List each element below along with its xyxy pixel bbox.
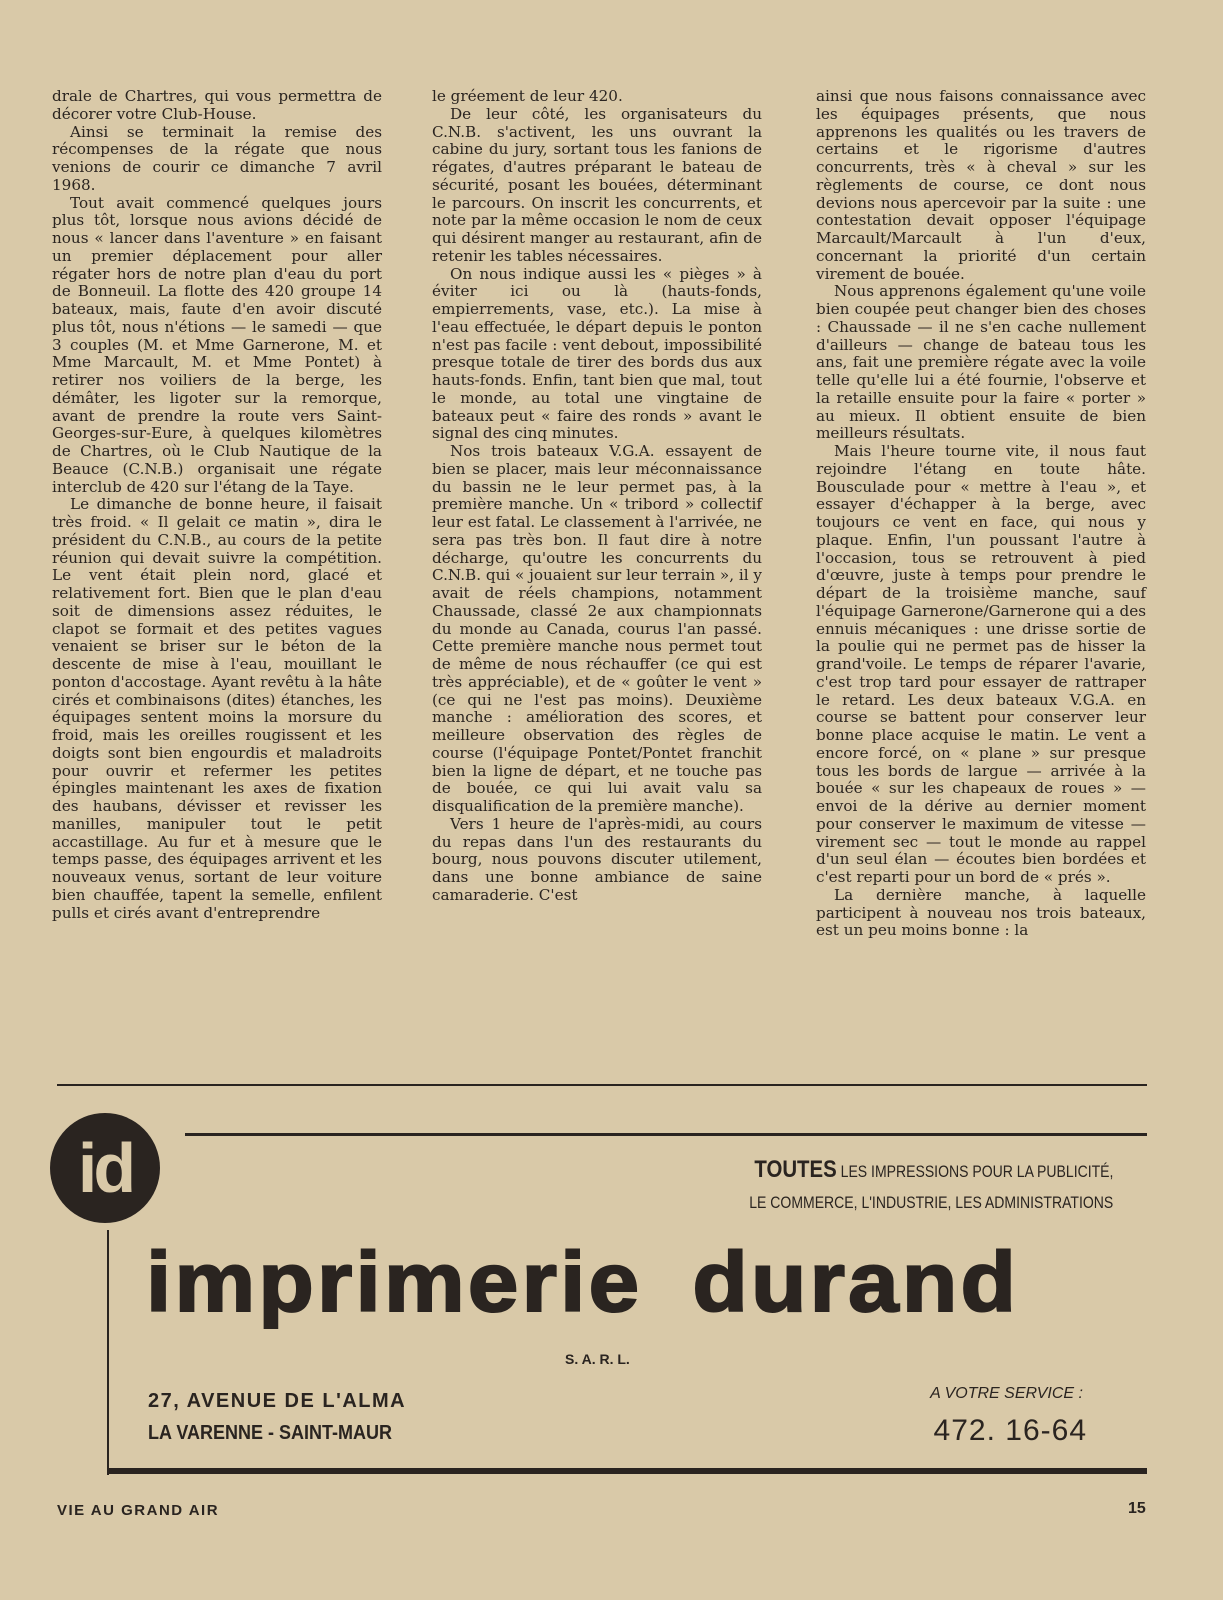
paragraph: De leur côté, les organisateurs du C.N.B. s'activent, les uns ouvrant la cabine du jury, sortant tous les fanions de régates, d'autres préparant le bateau de sécurité, posant les bouées, déterminant le parcours. On inscrit les concurrents, et note par la même occasion le nom de ceux qui désirent manger au restaurant, afin de retenir les tables nécessaires. xyxy=(432,104,762,265)
paragraph: drale de Chartres, qui vous permettra de décorer votre Club-House. xyxy=(52,87,382,123)
paragraph: La dernière manche, à laquelle participent à nouveau nos trois bateaux, est un peu moins bonne : la xyxy=(816,885,1146,940)
paragraph: Mais l'heure tourne vite, il nous faut rejoindre l'étang en toute hâte. Bousculade pour « mettre à l'eau », et essayer d'échapper à la berge, avec toujours ce vent en face, qui nous y plaque. Enfin, l'un poussant l'autre à l'occasion, tous se retrouvent à pied d'œuvre, juste à temps pour prendre le départ de la troisième manche, sauf l'équipage Garnerone/Garnerone qui a des ennuis mécaniques : une drisse sortie de la poulie qui ne permet pas de hisser la grand'voile. Le temps de réparer l'avarie, c'est trop tard pour essayer de rattraper le retard. Les deux bateaux V.G.A. en course se battent pour conserver leur bonne place acquise le matin. Le vent a encore forcé, on « plane » sur presque tous les bords de largue — arrivée à la bouée « sur les chapeaux de roues » — envoi de la dérive au dernier moment pour conserver le maximum de vitesse — virement sec — tout le monde au rappel d'un seul élan — écoutes bien bordées et c'est reparti pour un bord de « prés ». xyxy=(816,442,1146,886)
paragraph: Nos trois bateaux V.G.A. essayent de bien se placer, mais leur méconnaissance du bassin ne le leur permet pas, à la première manche. Un « tribord » collectif leur est fatal. Le classement à l'arrivée, ne sera pas très bon. Il faut dire à notre décharge, qu'outre les concurrents du C.N.B. qui « jouaient sur leur terrain », il y avait de réels champions, notamment Chaussade, classé 2e aux championnats du monde au Canada, courus l'an passé. Cette première manche nous permet tout de même de nous réchauffer (ce qui est très appréciable), et de « goûter le vent » (ce qui ne l'est pas moins). Deuxième manche : amélioration des scores, et meilleure observation des règles de course (l'équipage Pontet/Pontet franchit bien la ligne de départ, et ne touche pas de bouée, ce qui lui avait valu sa disqualification de la première manche). xyxy=(432,442,763,815)
phone-number: 472. 16-64 xyxy=(933,1414,1087,1447)
paragraph: Le dimanche de bonne heure, il faisait très froid. « Il gelait ce matin », dira le président du C.N.B., au cours de la petite réunion qui devait suivre la compétition. Le vent était plein nord, glacé et relativement fort. Bien que le plan d'eau soit de dimensions assez réduites, le clapot se formait et des petites vagues venaient se briser sur le béton de la descente de mise à l'eau, mouillant le ponton d'accostage. Ayant revêtu à la hâte cirés et combinaisons (dites) étanches, les équipages sentent moins la morsure du froid, mais les oreilles rougissent et les doigts sont bien engourdis et maladroits pour ouvrir et refermer les petites épingles maintenant les axes de fixation des haubans, dévisser et revisser les manilles, manipuler tout le petit accastillage. Au fur et à mesure que le temps passe, des équipages arrivent et les nouveaux venus, sortant de leur voiture bien chauffée, tapent la semelle, enfilent pulls et cirés avant d'entreprendre xyxy=(52,495,382,922)
ad-left-rule xyxy=(107,1230,109,1475)
paragraph: Vers 1 heure de l'après-midi, au cours du repas dans l'un des restaurants du bourg, nous pouvons discuter utilement, dans une bonne ambiance de saine camaraderie. C'est xyxy=(432,814,762,904)
address-line-1: 27, AVENUE DE L'ALMA xyxy=(148,1390,407,1412)
id-logo: id xyxy=(50,1113,160,1223)
footer-magazine-name: VIE AU GRAND AIR xyxy=(57,1502,220,1519)
ad-tagline-2: LE COMMERCE, L'INDUSTRIE, LES ADMINISTRATIONS xyxy=(748,1194,1113,1212)
section-divider xyxy=(57,1084,1147,1086)
paragraph: Tout avait commencé quelques jours plus tôt, lorsque nous avions décidé de nous « lancer dans l'aventure » en faisant un premier déplacement pour aller régater hors de notre plan d'eau du port de Bonneuil. La flotte des 420 groupe 14 bateaux, mais, faute d'en avoir discuté plus tôt, nous n'étions — le samedi — que 3 couples (M. et Mme Garnerone, M. et Mme Marcault, M. et Mme Pontet) à retirer nos voiliers de la berge, les démâter, les ligoter sur la remorque, avant de prendre la route vers Saint-Georges-sur-Eure, à quelques kilomètres de Chartres, où le Club Nautique de la Beauce (C.N.B.) organisait une régate interclub de 420 sur l'étang de la Taye. xyxy=(52,193,382,496)
ad-tagline: TOUTES LES IMPRESSIONS POUR LA PUBLICITÉ, xyxy=(753,1156,1113,1183)
service-label: A VOTRE SERVICE : xyxy=(930,1385,1083,1402)
article-column-3 xyxy=(816,88,1146,940)
company-name: imprimerie durand xyxy=(146,1235,1020,1329)
company-legal-form: S. A. R. L. xyxy=(565,1351,630,1367)
paragraph: On nous indique aussi les « pièges » à éviter ici ou là (hauts-fonds, empierrements, vase, etc.). La mise à l'eau effectuée, le départ depuis le ponton n'est pas facile : vent debout, impossibilité presque totale de tirer des bords dus aux hauts-fonds. Enfin, tant bien que mal, tout le monde, au total une vingtaine de bateaux peut « faire des ronds » avant le signal des cinq minutes. xyxy=(432,264,762,443)
address-line-2: LA VARENNE - SAINT-MAUR xyxy=(148,1422,392,1444)
article-column-1 xyxy=(52,88,382,922)
page-number: 15 xyxy=(1128,1500,1146,1517)
paragraph: Ainsi se terminait la remise des récompenses de la régate que nous venions de courir ce dimanche 7 avril 1968. xyxy=(52,122,382,194)
ad-top-rule xyxy=(185,1133,1147,1136)
paragraph: le gréement de leur 420. xyxy=(432,87,623,105)
paragraph: Nous apprenons également qu'une voile bien coupée peut changer bien des choses : Chaussade — il ne s'en cache nullement d'ailleurs — change de bateau tous les ans, fait une première régate avec la voile telle qu'elle lui a été fournie, l'observe et la retaille ensuite pour la faire « porter » au mieux. Il obtient ensuite de bien meilleurs résultats. xyxy=(816,282,1146,443)
paragraph: ainsi que nous faisons connaissance avec les équipages présents, que nous apprenons les qualités ou les travers de certains et le rigorisme d'autres concurrents, très « à cheval » sur les règlements de course, ce dont nous devions nous apercevoir par la suite : une contestation devait opposer l'équipage Marcault/Marcault à l'un d'eux, concernant la priorité d'un certain virement de bouée. xyxy=(816,87,1146,283)
article-column-2 xyxy=(432,88,762,905)
ad-bottom-rule xyxy=(107,1468,1147,1474)
